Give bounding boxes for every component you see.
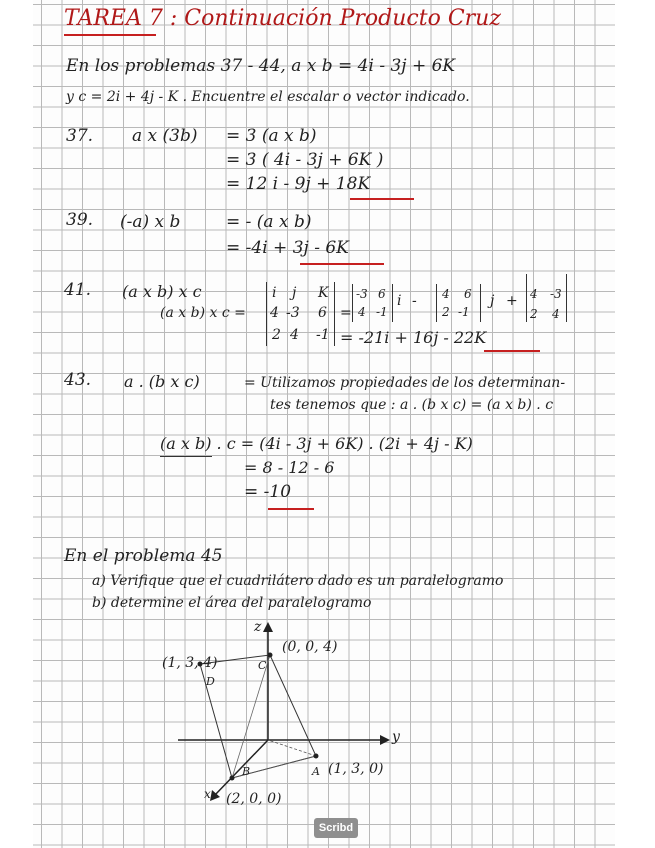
det-r3-c2: 4	[290, 327, 299, 343]
problem-43-expression: a . (b x c)	[124, 372, 200, 391]
problem-37-number: 37.	[66, 126, 94, 146]
unit-vector-i: i	[397, 293, 402, 309]
problem-39-step-2: = -4i + 3j - 6K	[226, 238, 349, 258]
det-r2-c1: 4	[270, 305, 279, 321]
minor-3-r2-c2: 4	[552, 307, 560, 321]
problem-37-step-3: = 12 i - 9j + 18K	[226, 174, 371, 194]
vertex-b-coordinates: (2, 0, 0)	[226, 791, 282, 807]
problem-43-number: 43.	[64, 370, 92, 390]
problem-41-number: 41.	[64, 280, 92, 300]
problem-39-number: 39.	[66, 210, 94, 230]
z-axis-label: z	[254, 619, 262, 635]
vertex-a	[314, 754, 319, 759]
vertex-c	[268, 653, 273, 658]
problem-43-text-1: = Utilizamos propiedades de los determinan-	[244, 375, 566, 391]
det-r1-c2: j	[292, 285, 297, 301]
vertex-b-label: B	[242, 765, 251, 778]
minor-1-r2-c2: -1	[376, 305, 388, 319]
minor-3-r2-c1: 2	[530, 307, 538, 321]
y-axis-arrowhead	[380, 735, 390, 745]
scribd-logo[interactable]: Scribd	[314, 818, 358, 838]
vertex-c-coordinates: (0, 0, 4)	[282, 639, 338, 655]
problem-43-calc-1: (a x b) . c = (4i - 3j + 6K) . (2i + 4j - K)	[160, 434, 473, 453]
intro-line-1: En los problemas 37 - 44, a x b = 4i - 3j + 6K	[66, 56, 456, 76]
minor-3-r1-c1: 4	[530, 287, 538, 301]
z-axis-arrowhead	[263, 622, 273, 632]
det-r2-c3: 6	[318, 305, 327, 321]
problem-43-calc-2: = 8 - 12 - 6	[244, 458, 335, 477]
vertex-a-label: A	[312, 765, 320, 778]
minor-3-r1-c2: -3	[550, 287, 562, 301]
det-r1-c3: K	[318, 285, 329, 301]
minor-1-r1-c2: 6	[378, 287, 386, 301]
vertex-d-coordinates: (1, 3, 4)	[162, 655, 218, 671]
unit-vector-j: j	[490, 293, 495, 309]
vertex-a-coordinates: (1, 3, 0)	[328, 761, 384, 777]
det-r2-c2: -3	[286, 305, 300, 321]
det-r1-c1: i	[272, 285, 277, 301]
problem-41-expression: (a x b) x c	[122, 282, 202, 301]
minor-1-r2-c1: 4	[358, 305, 366, 319]
intro-line-2: y c = 2i + 4j - K . Encuentre el escalar o vector indicado.	[66, 89, 470, 105]
vertex-d-label: D	[206, 675, 215, 688]
problem-41-result: = -21i + 16j - 22K	[340, 328, 487, 347]
problem-45-part-b: b) determine el área del paralelogramo	[92, 595, 372, 611]
y-axis-label: y	[392, 729, 400, 745]
parallelogram-outline	[200, 655, 316, 778]
problem-39-expression: (-a) x b	[120, 212, 181, 232]
problem-45-heading: En el problema 45	[64, 546, 223, 566]
minor-2-r1-c1: 4	[442, 287, 450, 301]
problem-39-step-1: = - (a x b)	[226, 212, 312, 232]
problem-37-step-2: = 3 ( 4i - 3j + 6K )	[226, 150, 384, 170]
problem-37-expression: a x (3b)	[132, 126, 198, 146]
det-equals: =	[340, 305, 352, 321]
problem-43-calc-3: = -10	[244, 482, 292, 502]
minus-sign: -	[412, 293, 417, 309]
vertex-b	[230, 776, 235, 781]
minor-2-r2-c1: 2	[442, 305, 450, 319]
det-r3-c1: 2	[272, 327, 281, 343]
minor-1-r1-c1: -3	[356, 287, 368, 301]
helper-line-a	[268, 740, 316, 756]
problem-41-expression-2: (a x b) x c =	[160, 305, 246, 321]
plus-sign: +	[506, 293, 518, 309]
parallelogram-diagonal	[232, 655, 270, 778]
det-r3-c3: -1	[316, 327, 330, 343]
minor-2-r1-c2: 6	[464, 287, 472, 301]
minor-2-r2-c2: -1	[458, 305, 470, 319]
problem-43-text-2: tes tenemos que : a . (b x c) = (a x b) . c	[270, 397, 554, 413]
problem-45-part-a: a) Verifique que el cuadrilátero dado es un paralelogramo	[92, 573, 504, 589]
vertex-c-label: C	[258, 659, 267, 672]
page-title: TAREA 7 : Continuación Producto Cruz	[64, 6, 501, 31]
x-axis-label: x	[204, 787, 211, 801]
problem-37-step-1: = 3 (a x b)	[226, 126, 317, 146]
